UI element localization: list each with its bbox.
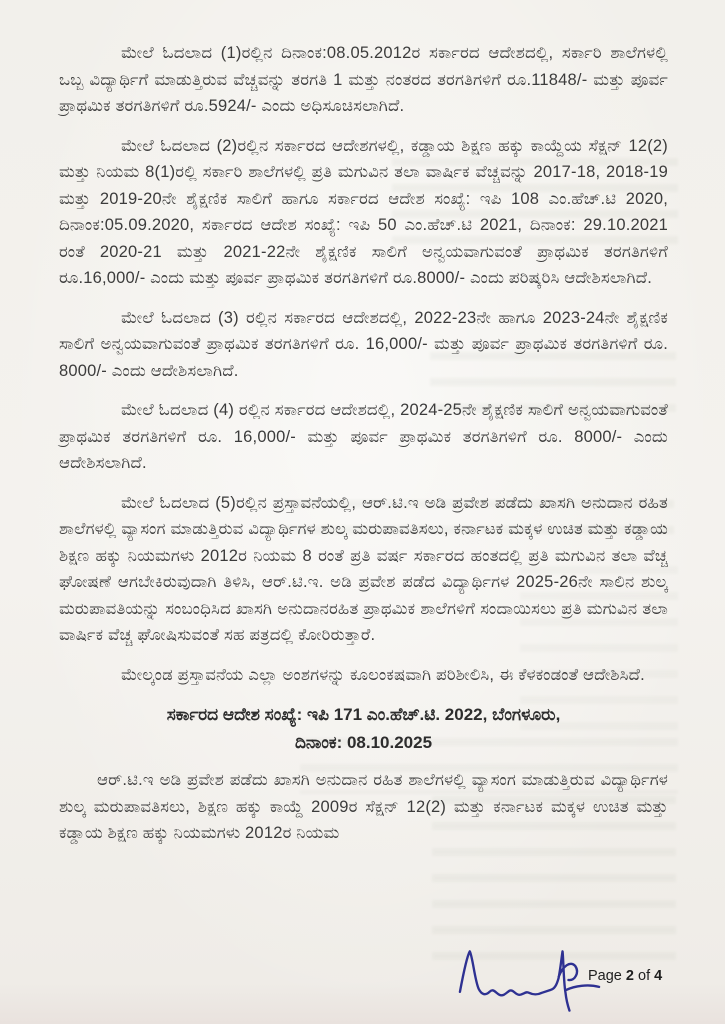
- page-total-value: 4: [654, 968, 663, 984]
- paragraph-read-item-2: ಮೇಲೆ ಓದಲಾದ (2)ರಲ್ಲಿನ ಸರ್ಕಾರದ ಆದೇಶಗಳಲ್ಲಿ, ಕಡ್ಡಾಯ ಶಿಕ್ಷಣ ಹಕ್ಕು ಕಾಯ್ದೆಯ ಸೆಕ್ಷನ್ 12(2) ಮತ್ತು ನಿಯಮ 8(1)ರಲ್ಲಿ ಸರ್ಕಾರಿ ಶಾಲೆಗಳಲ್ಲಿ ಪ್ರತಿ ಮಗುವಿನ ತಲಾ ವಾರ್ಷಿಕ ವೆಚ್ಚವನ್ನು 2017-18, 2018-19 ಮತ್ತು 2019-20ನೇ ಶೈಕ್ಷಣಿಕ ಸಾಲಿಗೆ ಹಾಗೂ ಸರ್ಕಾರದ ಆದೇಶ ಸಂಖ್ಯೆ: ಇಪಿ 108 ಎಂ.ಹೆಚ್.ಟಿ 2020, ದಿನಾಂಕ:05.09.2020, ಸರ್ಕಾರದ ಆದೇಶ ಸಂಖ್ಯೆ: ಇಪಿ 50 ಎಂ.ಹೆಚ್.ಟಿ 2021, ದಿನಾಂಕ: 29.10.2021 ರಂತೆ 2020-21 ಮತ್ತು 2021-22ನೇ ಶೈಕ್ಷಣಿಕ ಸಾಲಿಗೆ ಅನ್ವಯವಾಗುವಂತೆ ಪ್ರಾಥಮಿಕ ತರಗತಿಗಳಿಗೆ ರೂ.16,000/- ಎಂದು ಮತ್ತು ಪೂರ್ವ ಪ್ರಾಥಮಿಕ ತರಗತಿಗಳಿಗೆ ರೂ.8000/- ಎಂದು ಪರಿಷ್ಕರಿಸಿ ಆದೇಶಿಸಲಾಗಿದೆ.: [59, 136, 668, 287]
- document-body: [59, 40, 668, 847]
- page-label-of: of: [633, 968, 655, 984]
- paragraph-order-body: ಆರ್.ಟಿ.ಇ ಅಡಿ ಪ್ರವೇಶ ಪಡೆದು ಖಾಸಗಿ ಅನುದಾನ ರಹಿತ ಶಾಲೆಗಳಲ್ಲಿ ವ್ಯಾಸಂಗ ಮಾಡುತ್ತಿರುವ ವಿದ್ಯಾರ್ಥಿಗಳ ಶುಲ್ಕ ಮರುಪಾವತಿಸಲು, ಶಿಕ್ಷಣ ಹಕ್ಕು ಕಾಯ್ದೆ 2009ರ ಸೆಕ್ಷನ್ 12(2) ಮತ್ತು ಕರ್ನಾಟಕ ಮಕ್ಕಳ ಉಚಿತ ಮತ್ತು ಕಡ್ಡಾಯ ಶಿಕ್ಷಣ ಹಕ್ಕು ನಿಯಮಗಳು 2012ರ ನಿಯಮ: [59, 771, 668, 842]
- order-date-line: ದಿನಾಂಕ: 08.10.2025: [294, 733, 433, 752]
- page-number-label: [588, 968, 662, 984]
- order-number-line: ಸರ್ಕಾರದ ಆದೇಶ ಸಂಖ್ಯೆ: ಇಪಿ 171 ಎಂ.ಹೆಚ್.ಟಿ. 2022, ಬೆಂಗಳೂರು,: [166, 705, 561, 724]
- page-footer: [0, 938, 725, 1024]
- page-label-prefix: Page: [588, 968, 626, 984]
- paragraph-read-item-1: ಮೇಲೆ ಓದಲಾದ (1)ರಲ್ಲಿನ ದಿನಾಂಕ:08.05.2012ರ ಸರ್ಕಾರದ ಆದೇಶದಲ್ಲಿ, ಸರ್ಕಾರಿ ಶಾಲೆಗಳಲ್ಲಿ ಒಬ್ಬ ವಿದ್ಯಾರ್ಥಿಗೆ ಮಾಡುತ್ತಿರುವ ವೆಚ್ಚವನ್ನು ತರಗತಿ 1 ಮತ್ತು ನಂತರದ ತರಗತಿಗಳಿಗೆ ರೂ.11848/- ಮತ್ತು ಪೂರ್ವ ಪ್ರಾಥಮಿಕ ತರಗತಿಗಳಿಗೆ ರೂ.5924/- ಎಂದು ಅಧಿಸೂಚಿಸಲಾಗಿದೆ.: [59, 44, 668, 115]
- signature-ink: [455, 944, 603, 1014]
- paragraph-read-item-5: ಮೇಲೆ ಓದಲಾದ (5)ರಲ್ಲಿನ ಪ್ರಸ್ತಾವನೆಯಲ್ಲಿ, ಆರ್.ಟಿ.ಇ ಅಡಿ ಪ್ರವೇಶ ಪಡೆದು ಖಾಸಗಿ ಅನುದಾನ ರಹಿತ ಶಾಲೆಗಳಲ್ಲಿ ವ್ಯಾಸಂಗ ಮಾಡುತ್ತಿರುವ ವಿದ್ಯಾರ್ಥಿಗಳ ಶುಲ್ಕ ಮರುಪಾವತಿಸಲು, ಕರ್ನಾಟಕ ಮಕ್ಕಳ ಉಚಿತ ಮತ್ತು ಕಡ್ಡಾಯ ಶಿಕ್ಷಣ ಹಕ್ಕು ನಿಯಮಗಳು 2012ರ ನಿಯಮ 8 ರಂತೆ ಪ್ರತಿ ವರ್ಷ ಸರ್ಕಾರದ ಹಂತದಲ್ಲಿ ಪ್ರತಿ ಮಗುವಿನ ತಲಾ ವೆಚ್ಚ ಘೋಷಣೆ ಆಗಬೇಕಿರುವುದಾಗಿ ತಿಳಿಸಿ, ಆರ್.ಟಿ.ಇ. ಅಡಿ ಪ್ರವೇಶ ಪಡೆದ ವಿದ್ಯಾರ್ಥಿಗಳ 2025-26ನೇ ಸಾಲಿನ ಶುಲ್ಕ ಮರುಪಾವತಿಯನ್ನು ಸಂಬಂಧಿಸಿದ ಖಾಸಗಿ ಅನುದಾನರಹಿತ ಪ್ರಾಥಮಿಕ ಶಾಲೆಗಳಿಗೆ ಸಂದಾಯಿಸಲು ಪ್ರತಿ ಮಗುವಿನ ತಲಾ ವಾರ್ಷಿಕ ವೆಚ್ಚ ಘೋಷಿಸುವಂತೆ ಸಹ ಪತ್ರದಲ್ಲಿ ಕೋರಿರುತ್ತಾರೆ.: [59, 493, 668, 644]
- paragraph-read-item-4: ಮೇಲೆ ಓದಲಾದ (4) ರಲ್ಲಿನ ಸರ್ಕಾರದ ಆದೇಶದಲ್ಲಿ, 2024-25ನೇ ಶೈಕ್ಷಣಿಕ ಸಾಲಿಗೆ ಅನ್ವಯವಾಗುವಂತೆ ಪ್ರಾಥಮಿಕ ತರಗತಿಗಳಿಗೆ ರೂ. 16,000/- ಮತ್ತು ಪೂರ್ವ ಪ್ರಾಥಮಿಕ ತರಗತಿಗಳಿಗೆ ರೂ. 8000/- ಎಂದು ಆದೇಶಿಸಲಾಗಿದೆ.: [59, 401, 668, 472]
- paragraph-read-item-3: ಮೇಲೆ ಓದಲಾದ (3) ರಲ್ಲಿನ ಸರ್ಕಾರದ ಆದೇಶದಲ್ಲಿ, 2022-23ನೇ ಹಾಗೂ 2023-24ನೇ ಶೈಕ್ಷಣಿಕ ಸಾಲಿಗೆ ಅನ್ವಯವಾಗುವಂತೆ ಪ್ರಾಥಮಿಕ ತರಗತಿಗಳಿಗೆ ರೂ. 16,000/- ಮತ್ತು ಪೂರ್ವ ಪ್ರಾಥಮಿಕ ತರಗತಿಗಳಿಗೆ ರೂ. 8000/- ಎಂದು ಆದೇಶಿಸಲಾಗಿದೆ.: [59, 308, 668, 380]
- page-number-value: 2: [625, 968, 634, 984]
- paragraph-preamble-conclusion: ಮೇಲ್ಕಂಡ ಪ್ರಸ್ತಾವನೆಯ ಎಲ್ಲಾ ಅಂಶಗಳನ್ನು ಕೂಲಂಕಷವಾಗಿ ಪರಿಶೀಲಿಸಿ, ಈ ಕೆಳಕಂಡಂತೆ ಆದೇಶಿಸಿದೆ.: [121, 665, 645, 684]
- order-number-heading: [59, 701, 668, 757]
